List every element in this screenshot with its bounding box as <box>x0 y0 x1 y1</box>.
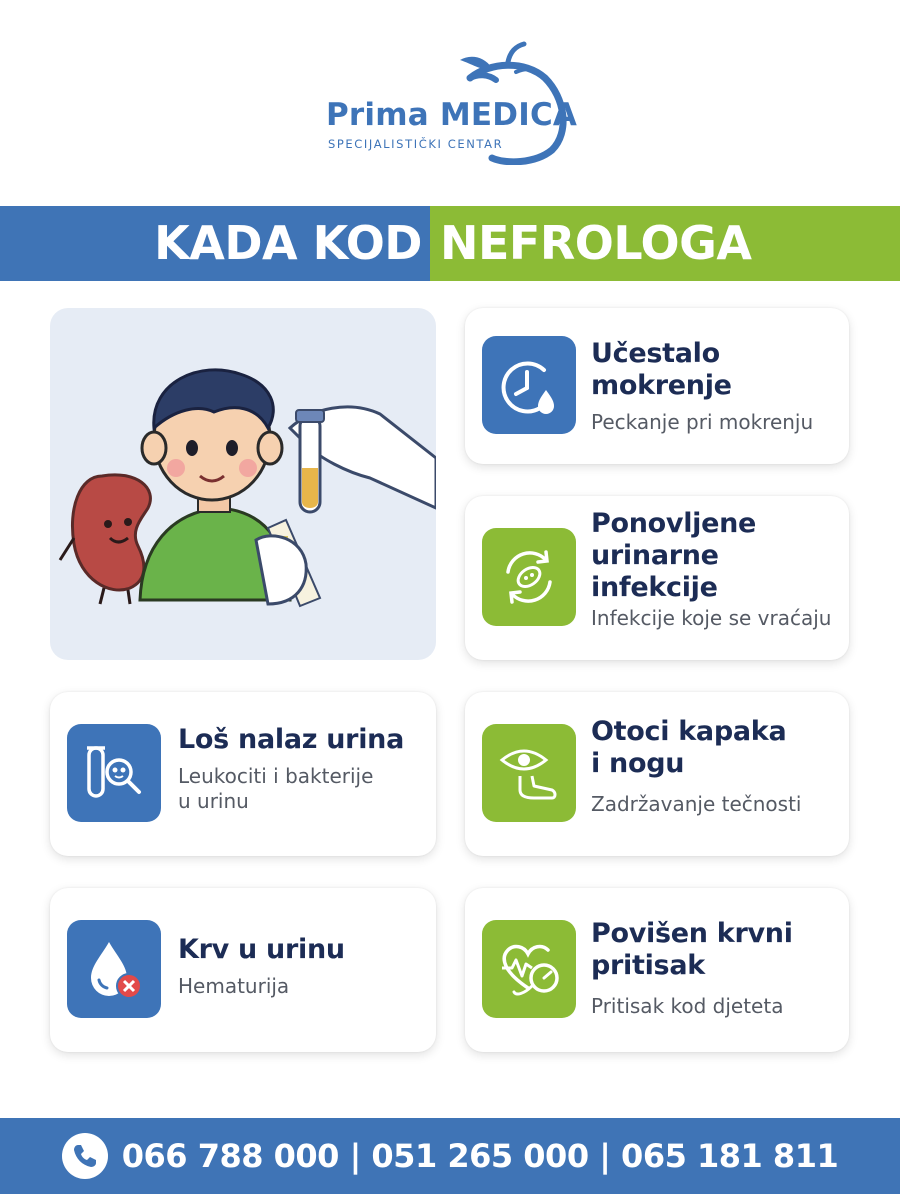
eye-foot-icon <box>494 738 564 808</box>
card-title-line1: Loš nalaz urina <box>178 724 404 755</box>
symptom-card-bad-urine-test <box>50 692 436 856</box>
phone-icon[interactable] <box>62 1133 108 1179</box>
recycle-bacteria-icon <box>494 542 564 612</box>
symptom-card-swelling <box>465 692 849 856</box>
card-title <box>591 918 793 982</box>
card-title <box>178 934 345 966</box>
logo <box>320 40 580 165</box>
card-subtitle: Hematurija <box>178 974 290 998</box>
icon-tile-blue <box>67 920 161 1018</box>
symptom-card-frequent-urination <box>465 308 849 464</box>
card-title-line1: Ponovljene <box>591 508 757 539</box>
card-title-line2: pritisak <box>591 950 705 981</box>
title-part2: NEFROLOGA <box>440 216 752 270</box>
card-title-line1: Učestalo <box>591 338 720 369</box>
card-subtitle <box>178 764 373 814</box>
card-title-line1: Otoci kapaka <box>591 716 787 747</box>
icon-tile-green <box>482 920 576 1018</box>
card-title <box>591 716 786 780</box>
card-title-line2: mokrenje <box>591 370 732 401</box>
clock-droplet-icon <box>494 350 564 420</box>
child-kidney-illustration <box>50 308 436 660</box>
title-banner <box>0 206 900 281</box>
card-title-line2: i nogu <box>591 748 685 779</box>
title-banner-right <box>430 206 900 281</box>
symptom-card-recurring-infections <box>465 496 849 660</box>
card-subtitle-line1: Leukociti i bakterije <box>178 764 374 788</box>
card-title-line3: infekcije <box>591 572 718 603</box>
heart-pressure-gauge-icon <box>494 934 564 1004</box>
card-subtitle: Infekcije koje se vraćaju <box>591 606 832 630</box>
illustration-panel <box>50 308 436 660</box>
card-subtitle: Peckanje pri mokrenju <box>591 410 814 434</box>
card-title-line1: Krv u urinu <box>178 934 345 965</box>
card-title-line2: urinarne <box>591 540 719 571</box>
logo-name <box>326 97 577 133</box>
card-title-line1: Povišen krvni <box>591 918 793 949</box>
card-subtitle: Zadržavanje tečnosti <box>591 792 802 816</box>
blood-drop-x-icon <box>79 934 149 1004</box>
logo-name-prefix: Prima <box>326 97 440 133</box>
test-tube-magnifier-icon <box>79 738 149 808</box>
symptom-card-high-blood-pressure <box>465 888 849 1052</box>
logo-subtitle: SPECIJALISTIČKI CENTAR <box>328 137 504 151</box>
icon-tile-green <box>482 724 576 822</box>
card-title <box>591 508 756 604</box>
phone-numbers[interactable]: 066 788 000 | 051 265 000 | 065 181 811 <box>121 1137 839 1175</box>
card-title <box>591 338 732 402</box>
card-subtitle-line2: u urinu <box>178 789 249 813</box>
card-title <box>178 724 404 756</box>
icon-tile-blue <box>67 724 161 822</box>
icon-tile-blue <box>482 336 576 434</box>
footer-contact <box>0 1118 900 1194</box>
kidney-character-icon <box>60 475 150 604</box>
card-subtitle: Pritisak kod djeteta <box>591 994 784 1018</box>
icon-tile-green <box>482 528 576 626</box>
symptom-card-blood-in-urine <box>50 888 436 1052</box>
title-part1: KADA KOD <box>154 216 422 270</box>
title-banner-left <box>0 206 430 281</box>
logo-name-brand: MEDICA <box>439 97 578 133</box>
